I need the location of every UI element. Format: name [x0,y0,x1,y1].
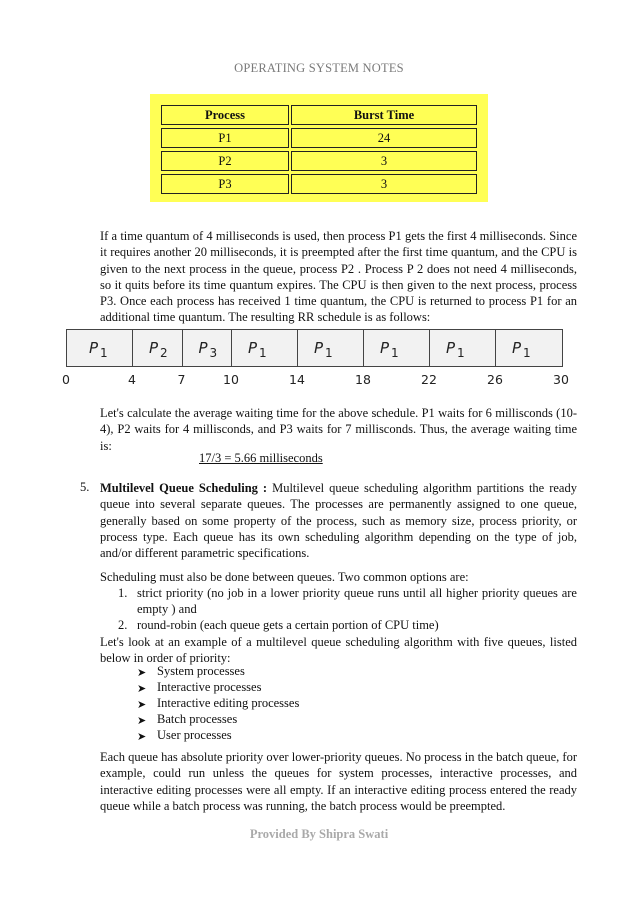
gantt-tick-label: 30 [553,372,569,387]
table-cell-burst: 24 [291,128,477,148]
gantt-process-letter: P [512,339,522,357]
gantt-process-subscript: 3 [209,346,218,360]
arrow-bullet-icon: ➤ [137,683,147,695]
gantt-process-letter: P [380,339,390,357]
gantt-process-label [248,339,267,360]
gantt-segment [496,330,562,366]
gantt-process-label [446,339,465,360]
queue-list-item: Interactive processes [157,680,262,694]
gantt-process-label [198,339,218,360]
table-cell-process: P3 [161,174,289,194]
page-footer: Provided By Shipra Swati [249,827,389,841]
gantt-process-subscript: 1 [100,346,108,360]
gantt-chart [66,329,563,367]
table-header-burst-time: Burst Time [291,105,477,125]
gantt-tick-label: 26 [487,372,503,387]
burst-time-table [150,94,488,202]
arrow-bullet-icon: ➤ [137,731,147,743]
gantt-tick-label: 10 [223,372,239,387]
gantt-process-subscript: 1 [391,346,399,360]
table-cell-process: P2 [161,151,289,171]
queue-list-item: User processes [157,728,232,742]
queue-list-item: System processes [157,664,245,678]
queue-list-item: Interactive editing processes [157,696,300,710]
gantt-segment [133,330,183,366]
gantt-process-subscript: 2 [160,346,168,360]
table-row [161,151,477,171]
gantt-process-subscript: 1 [259,346,267,360]
gantt-tick-label: 0 [62,372,70,387]
page-header: OPERATING SYSTEM NOTES [234,61,404,75]
gantt-process-subscript: 1 [325,346,333,360]
gantt-segment [67,330,133,366]
gantt-tick-label: 18 [355,372,371,387]
arrow-bullet-icon: ➤ [137,667,147,679]
option-text: strict priority (no job in a lower priority queue runs until all higher priority queues are empty ) and [137,586,577,617]
gantt-process-subscript: 1 [523,346,531,360]
gantt-process-letter: P [446,339,456,357]
scheduling-between-queues-paragraph: Scheduling must also be done between queues. Two common options are: [100,570,469,584]
table-row [161,174,477,194]
gantt-process-letter: P [89,339,99,357]
waiting-time-paragraph: Let's calculate the average waiting time for the above schedule. P1 waits for 6 millisconds (10- 4), P2 waits for 4 millisconds, and P3 waits for 7 millisconds. Thus, the average waiting time is: [100,406,577,453]
table-row [161,128,477,148]
gantt-process-label [380,339,399,360]
gantt-process-label [89,339,108,360]
gantt-process-letter: P [198,339,208,357]
gantt-process-label [149,339,168,360]
gantt-process-label [512,339,531,360]
gantt-segment [298,330,364,366]
gantt-tick-label: 14 [289,372,305,387]
gantt-tick-label: 22 [421,372,437,387]
average-waiting-formula: 17/3 = 5.66 milliseconds [199,451,323,465]
table-cell-burst: 3 [291,174,477,194]
table-header-process: Process [161,105,289,125]
multilevel-queue-text: Multilevel queue scheduling algorithm partitions the ready queue into several separate queues. The processes are permanently assigned to one queue, generally based on some property of the process, such as memory size, process priority, or process type. Each queue has its own scheduling algorithm depending on the type of job, and/or different parametric specifications. [100,481,577,561]
gantt-process-letter: P [248,339,258,357]
arrow-bullet-icon: ➤ [137,699,147,711]
gantt-segment [232,330,298,366]
rr-explanation-paragraph: If a time quantum of 4 milliseconds is used, then process P1 gets the first 4 milliseconds. Since it requires another 20 milliseconds, it is preempted after the first time quantum, and the CPU is given to the next process in the queue, process P2 . Process P 2 does not need 4 milliseconds, so it quits before its time quantum expires. The CPU is then given to the next process, process P3. Once each process has received 1 time quantum, the CPU is returned to process P1 for an additional time quantum. The resulting RR schedule is as follows: [100,229,577,325]
gantt-segment [430,330,496,366]
arrow-bullet-icon: ➤ [137,715,147,727]
table-cell-burst: 3 [291,151,477,171]
gantt-process-letter: P [149,339,159,357]
gantt-process-label [314,339,333,360]
option-number: 1. [118,586,128,600]
table-header-row [161,105,477,125]
absolute-priority-paragraph: Each queue has absolute priority over lower-priority queues. No process in the batch queue, for example, could run unless the queues for system processes, interactive processes, and interactive editing processes were all empty. If an interactive editing process entered the ready queue while a batch process was running, the batch process would be preempted. [100,750,577,813]
example-intro-paragraph: Let's look at an example of a multilevel queue scheduling algorithm with five queues, listed below in order of priority: [100,635,577,666]
table-cell-process: P1 [161,128,289,148]
gantt-tick-label: 4 [128,372,136,387]
queue-list-item: Batch processes [157,712,238,726]
option-number: 2. [118,618,128,632]
gantt-segment [364,330,430,366]
gantt-process-letter: P [314,339,324,357]
gantt-process-subscript: 1 [457,346,465,360]
multilevel-queue-paragraph [100,480,577,561]
item-number: 5. [80,480,90,494]
gantt-tick-label: 7 [177,372,186,387]
gantt-segment [183,330,233,366]
multilevel-queue-title: Multilevel Queue Scheduling : [100,481,268,495]
option-text: round-robin (each queue gets a certain portion of CPU time) [137,618,439,632]
